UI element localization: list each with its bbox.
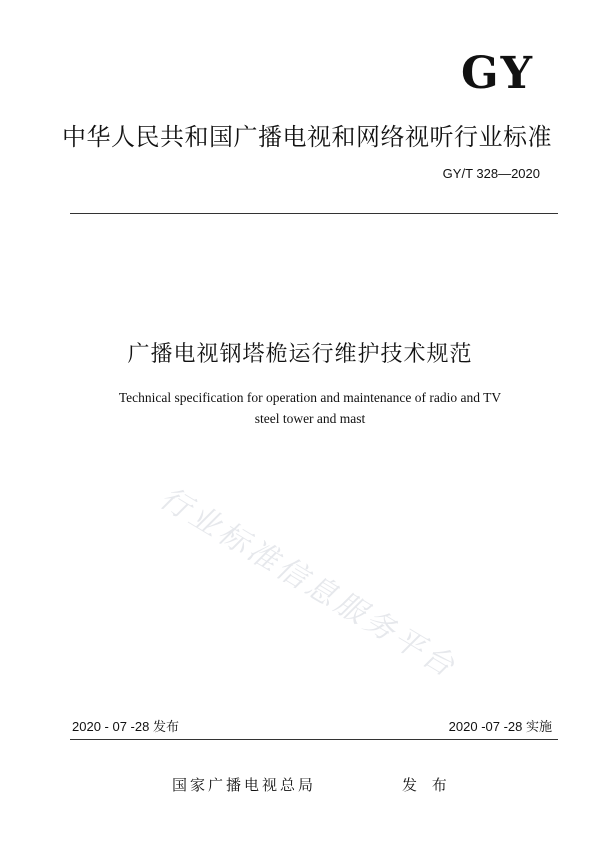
- gy-logo: GY: [461, 48, 534, 99]
- watermark: 行业标准信息服务平台: [153, 480, 463, 686]
- english-title-line-1: Technical specification for operation and maintenance of radio and TV: [118, 390, 502, 405]
- issue-date: 2020 - 07 -28 发布: [72, 719, 179, 734]
- issuing-authority: 国家广播电视总局: [172, 776, 317, 794]
- standard-code: GY/T 328—2020: [442, 166, 540, 181]
- implementation-date: 2020 -07 -28 实施: [448, 719, 552, 734]
- top-divider: [70, 213, 558, 214]
- bottom-divider: [70, 739, 558, 740]
- issue-action: 发 布: [402, 776, 452, 794]
- english-title-line-2: steel tower and mast: [254, 411, 366, 426]
- organization-title: 中华人民共和国广播电视和网络视听行业标准: [62, 123, 552, 151]
- document-title-chinese: 广播电视钢塔桅运行维护技术规范: [127, 342, 473, 367]
- document-title-english: [0, 387, 600, 429]
